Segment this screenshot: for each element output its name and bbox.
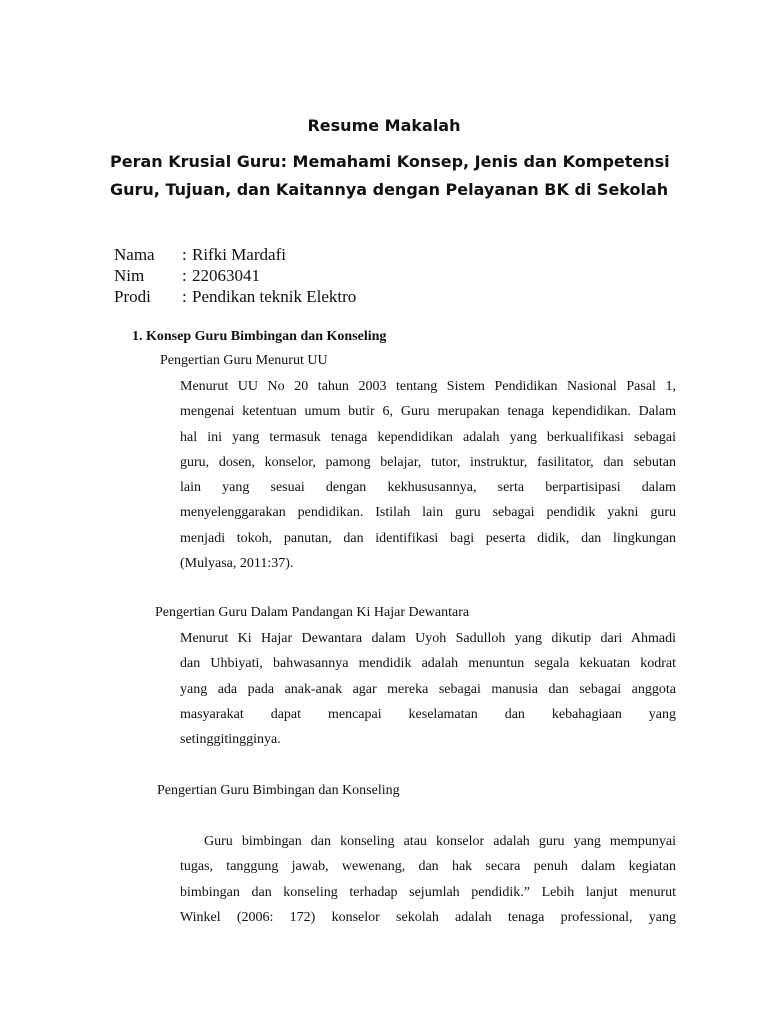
paragraph-ki-hajar [180,630,676,756]
paragraph-line: yang ada pada anak-anak agar mereka sebagai manusia dan sebagai anggota [180,681,676,697]
subsection-heading: Pengertian Guru Menurut UU [160,353,328,368]
identity-value: 22063041 [192,266,260,285]
subtitle-line: Peran Krusial Guru: Memahami Konsep, Jenis dan Kompetensi [110,152,670,171]
paragraph-line: menjadi tokoh, panutan, dan identifikasi bagi peserta didik, dan lingkungan [180,530,676,546]
paragraph-line: setinggitingginya. [180,732,281,748]
paragraph-line: Menurut UU No 20 tahun 2003 tentang Sistem Pendidikan Nasional Pasal 1, [180,379,676,394]
section-heading: 1. Konsep Guru Bimbingan dan Konseling [132,329,387,344]
paragraph-line: Menurut Ki Hajar Dewantara dalam Uyoh Sadulloh yang dikutip dari Ahmadi [180,631,676,646]
identity-label: Nama [114,245,155,264]
document-subtitle [110,148,670,204]
subsection-heading: Pengertian Guru Dalam Pandangan Ki Hajar Dewantara [155,605,470,620]
paragraph-line: (Mulyasa, 2011:37). [180,556,294,572]
paragraph-line: Winkel (2006: 172) konselor sekolah adalah tenaga professional, yang [180,909,676,925]
paragraph-line: guru, dosen, konselor, pamong belajar, tutor, instruktur, fasilitator, dan sebutan [180,454,676,470]
identity-row-prodi [114,286,356,307]
identity-separator: : [182,266,187,285]
paragraph-line: masyarakat dapat mencapai keselamatan dan kebahagiaan yang [180,706,676,722]
identity-separator: : [182,287,187,306]
identity-row-nim [114,265,356,286]
document-title: Resume Makalah [307,116,461,135]
subtitle-line: Guru, Tujuan, dan Kaitannya dengan Pelayanan BK di Sekolah [110,180,669,199]
paragraph-line: hal ini yang termasuk tenaga kependidikan adalah yang berkualifikasi sebagai [180,429,676,445]
subsection-heading: Pengertian Guru Bimbingan dan Konseling [157,783,400,798]
paragraph-line: menyelenggarakan pendidikan. Istilah lain guru sebagai pendidik yakni guru [180,505,676,521]
paragraph-line: tugas, tanggung jawab, wewenang, dan hak secara penuh dalam kegiatan [180,859,676,875]
identity-row-name [114,244,356,265]
identity-value: Pendikan teknik Elektro [192,287,357,306]
identity-label: Prodi [114,287,151,306]
paragraph-line: lain yang sesuai dengan kekhususannya, serta berpartisipasi dalam [180,480,676,496]
paragraph-line: bimbingan dan konseling terhadap sejumlah pendidik.” Lebih lanjut menurut [180,884,676,900]
identity-label: Nim [114,266,145,285]
paragraph-line: dan Uhbiyati, bahwasannya mendidik adalah menuntun segala kekuatan kodrat [180,656,676,672]
paragraph-line: Guru bimbingan dan konseling atau konselor adalah guru yang mempunyai [204,834,676,849]
identity-value: Rifki Mardafi [192,245,286,264]
identity-separator: : [182,245,187,264]
paragraph-uu [180,378,676,580]
paragraph-guru-bk [180,833,676,934]
identity-block [114,244,356,307]
paragraph-line: mengenai ketentuan umum butir 6, Guru merupakan tenaga kependidikan. Dalam [180,404,676,420]
